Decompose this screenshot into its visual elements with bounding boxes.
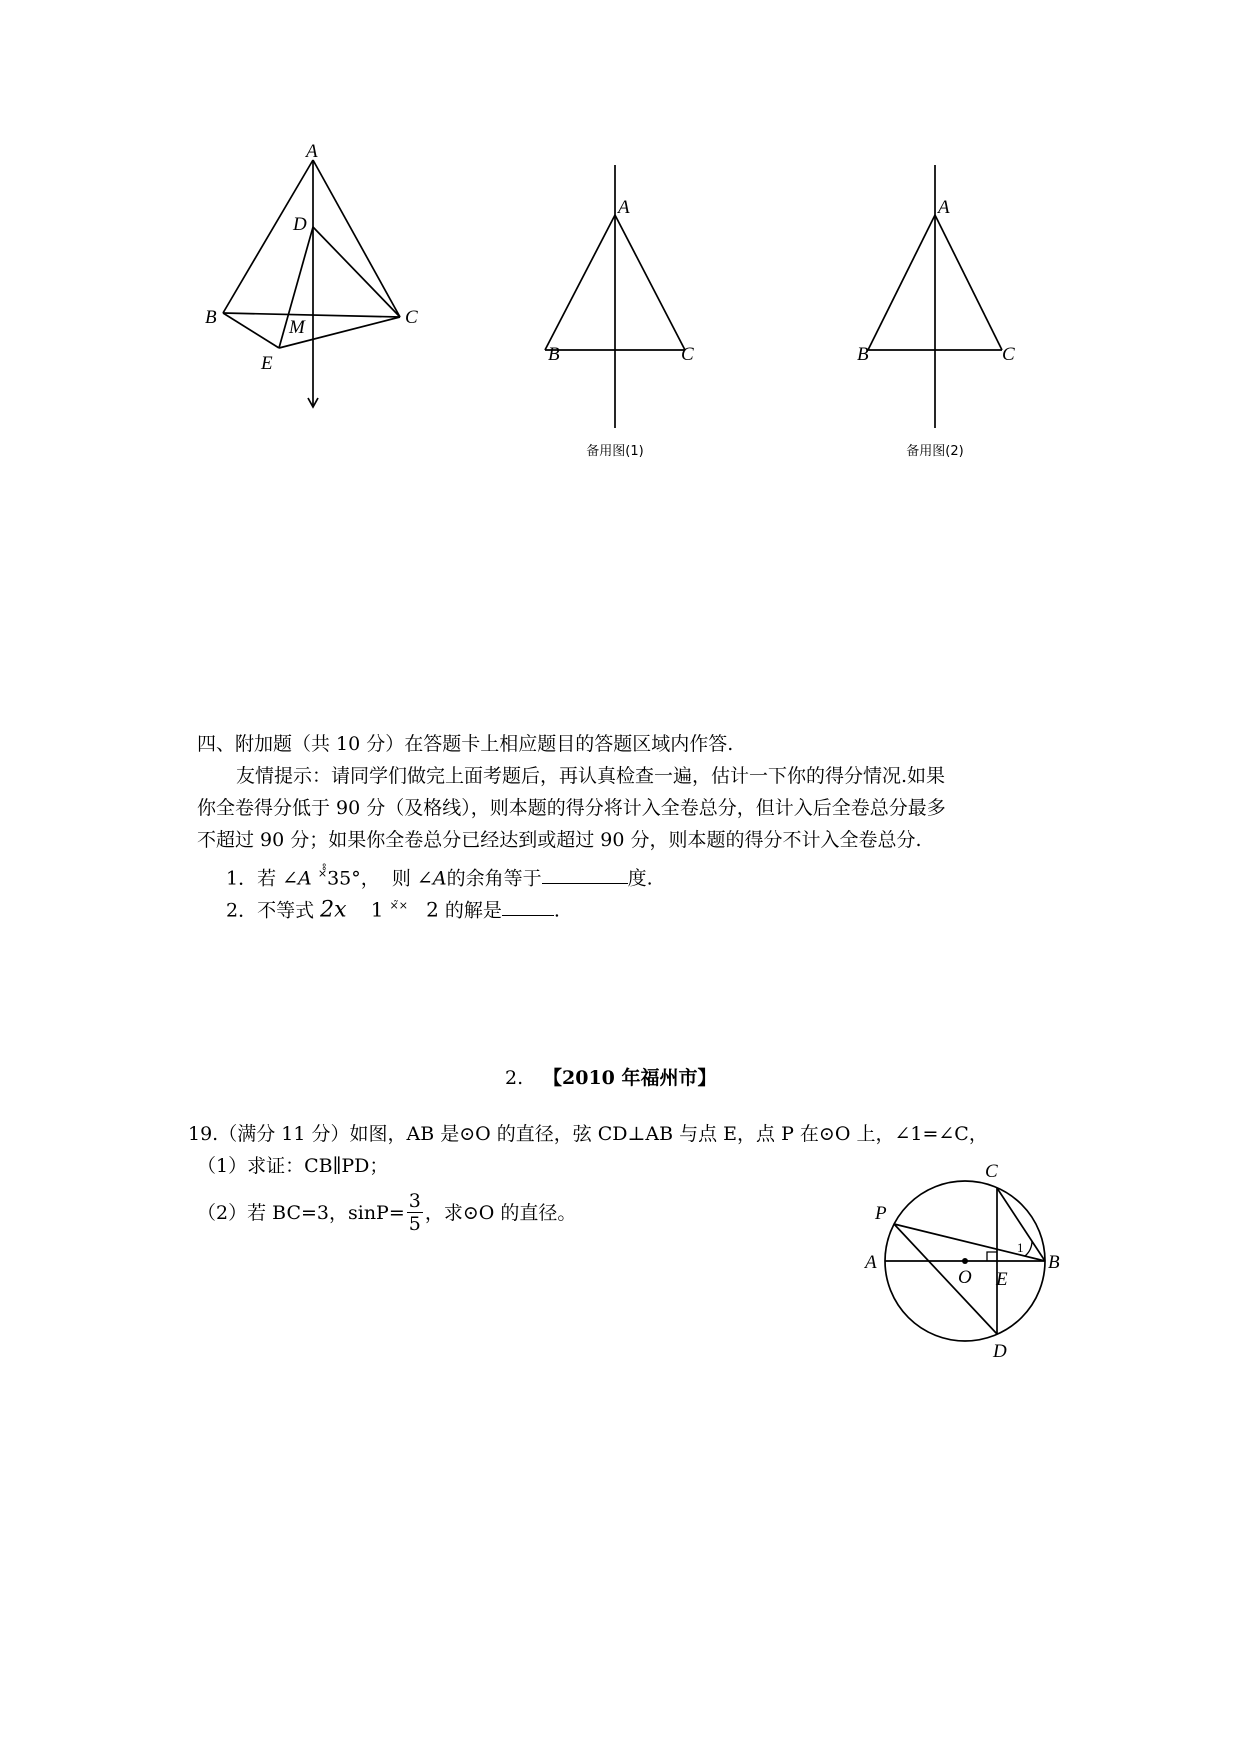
segment-ac xyxy=(313,160,400,317)
q1-unit: 度. xyxy=(627,867,653,890)
q1-number: 1．若 xyxy=(226,867,277,890)
label-p: P xyxy=(875,1203,887,1224)
label-c: C xyxy=(681,344,694,365)
label-b: B xyxy=(857,344,869,365)
segment-ac xyxy=(615,215,685,350)
q1-mid: 则 xyxy=(391,867,411,890)
q2-marks: ×̃× xyxy=(389,899,408,912)
label-a: A xyxy=(618,197,630,218)
q2-tail: 的解是 xyxy=(444,899,502,922)
label-a: A xyxy=(865,1252,877,1273)
caption-spare-2: 备用图(2) xyxy=(906,444,964,459)
label-angle-1: 1 xyxy=(1017,1240,1024,1255)
label-c: C xyxy=(405,307,418,328)
label-o: O xyxy=(958,1267,972,1288)
source-title: 【2010 年福州市】 xyxy=(543,1067,717,1089)
q19-part2-pre: （2）若 BC=3，sinP= xyxy=(197,1201,405,1224)
q2-expr-c: 2 xyxy=(426,897,439,922)
angle-1-arc xyxy=(1025,1241,1032,1256)
q1-angle: ∠A xyxy=(282,867,312,890)
section4-heading: 四、附加题（共 10 分）在答题卡上相应题目的答题区域内作答. xyxy=(197,733,734,755)
label-c: C xyxy=(1002,344,1015,365)
q2-expr-a: 2x xyxy=(320,897,347,923)
label-m: M xyxy=(289,317,305,338)
section4-tip-line1: 友情提示：请同学们做完上面考题后，再认真检查一遍，估计一下你的得分情况.如果 xyxy=(236,765,946,787)
segment-ab xyxy=(545,215,615,350)
segment-ab xyxy=(868,215,935,350)
source-number: 2. xyxy=(505,1067,524,1089)
label-e: E xyxy=(996,1269,1008,1290)
label-c: C xyxy=(985,1161,998,1182)
segment-be xyxy=(223,313,279,348)
fraction-denominator: 5 xyxy=(408,1213,421,1235)
question-2 xyxy=(226,890,560,926)
q1-angle2: ∠A xyxy=(416,867,447,890)
q19-line1: 19.（满分 11 分）如图，AB 是⊙O 的直径，弦 CD⊥AB 与点 E，点 P 在⊙O 上，∠1=∠C， xyxy=(188,1123,988,1145)
label-d: D xyxy=(993,1341,1007,1362)
segment-ab xyxy=(223,160,313,313)
q19-part1: （1）求证：CB∥PD； xyxy=(197,1155,389,1177)
label-b: B xyxy=(205,307,217,328)
q2-number: 2．不等式 xyxy=(226,899,315,922)
section4-tip-line2: 你全卷得分低于 90 分（及格线），则本题的得分将计入全卷总分，但计入后全卷总分最多 xyxy=(197,797,946,819)
source-header xyxy=(505,1062,717,1094)
center-dot xyxy=(962,1258,968,1264)
q19-part2-post: ，求⊙O 的直径。 xyxy=(424,1201,577,1224)
label-b: B xyxy=(548,344,560,365)
fraction-numerator: 3 xyxy=(408,1190,421,1212)
segment-bc xyxy=(223,313,400,317)
figure-triangle-main xyxy=(200,140,440,420)
q2-answer-blank[interactable] xyxy=(502,895,554,916)
q1-marks: ×̊̊ xyxy=(317,867,328,880)
label-e: E xyxy=(261,353,273,374)
q1-value: 35°， xyxy=(327,867,380,890)
label-a: A xyxy=(938,197,950,218)
q19-part2 xyxy=(197,1190,576,1235)
q1-tail: 的余角等于 xyxy=(446,867,542,890)
label-a: A xyxy=(306,141,318,162)
label-d: D xyxy=(293,214,307,235)
question-1 xyxy=(226,858,653,894)
right-angle-mark xyxy=(987,1252,997,1261)
figure-spare-2 xyxy=(857,160,1015,460)
figure-spare-1 xyxy=(545,160,695,460)
q2-end: . xyxy=(553,899,560,922)
figure-circle xyxy=(845,1150,1075,1370)
label-b: B xyxy=(1048,1252,1060,1273)
section4-tip-line3: 不超过 90 分；如果你全卷总分已经达到或超过 90 分，则本题的得分不计入全卷总分. xyxy=(197,829,922,851)
q1-answer-blank[interactable] xyxy=(542,863,628,884)
segment-ac xyxy=(935,215,1002,350)
caption-spare-1: 备用图(1) xyxy=(586,444,644,459)
fraction xyxy=(407,1190,423,1235)
segment-dc xyxy=(313,227,400,317)
q2-expr-b: 1 xyxy=(370,897,384,922)
